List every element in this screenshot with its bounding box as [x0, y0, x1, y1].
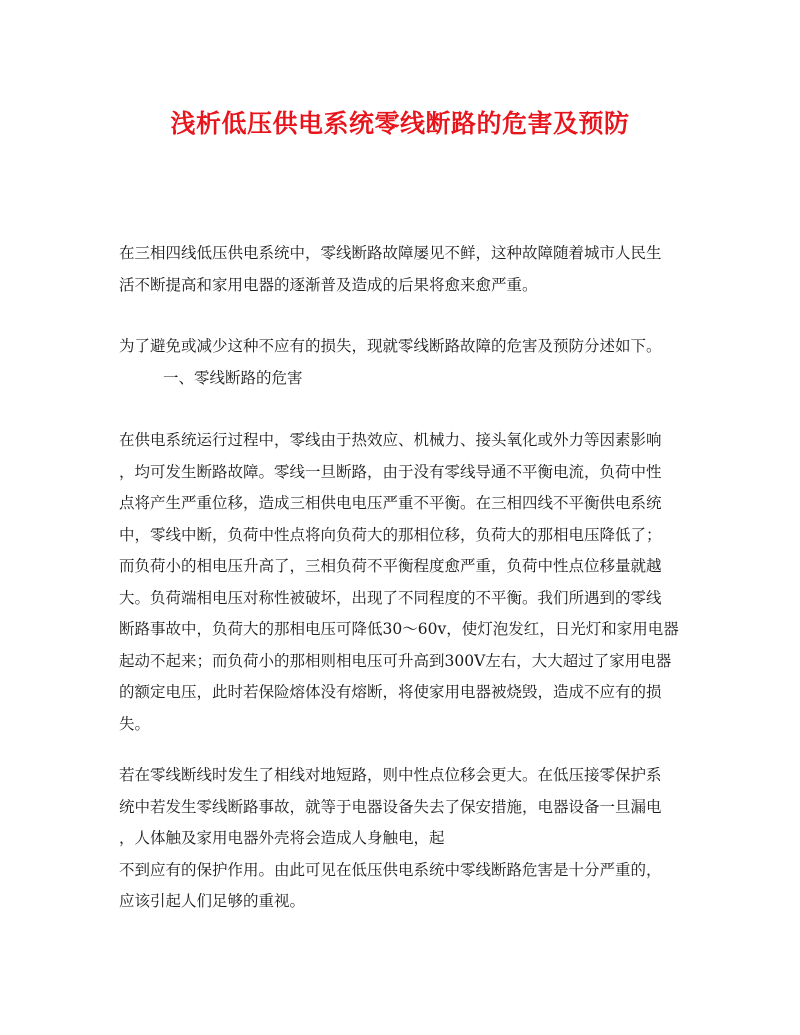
- text-line: 为了避免或减少这种不应有的损失，现就零线断路故障的危害及预防分述如下。: [119, 337, 662, 355]
- text-line: 应该引起人们足够的重视。: [119, 892, 306, 910]
- paragraph-short-circuit: [119, 760, 685, 918]
- section-heading: 一、零线断路的危害: [163, 368, 303, 387]
- text-line: 的额定电压，此时若保险熔体没有熔断，将使家用电器被烧毁，造成不应有的损: [119, 683, 662, 701]
- text-line: 统中若发生零线断路事故，就等于电器设备失去了保安措施，电器设备一旦漏电: [119, 797, 662, 816]
- text-line: 断路事故中，负荷大的那相电压可降低30～60v，使灯泡发红，日光灯和家用电器: [119, 620, 679, 638]
- text-line: 中，零线中断，负荷中性点将向负荷大的那相位移，负荷大的那相电压降低了；: [119, 525, 662, 544]
- text-line: 在三相四线低压供电系统中，零线断路故障屡见不鲜，这种故障随着城市人民生: [119, 244, 662, 262]
- document-title: 浅析低压供电系统零线断路的危害及预防: [170, 109, 630, 138]
- text-line: 若在零线断线时发生了相线对地短路，则中性点位移会更大。在低压接零保护系: [119, 766, 662, 784]
- text-line: ，均可发生断路故障。零线一旦断路，由于没有零线导通不平衡电流，负荷中性: [119, 462, 662, 481]
- paragraph-hazard-details: [119, 425, 685, 740]
- text-line: 失。: [119, 714, 151, 733]
- paragraph-intro: [119, 238, 685, 301]
- text-line: 而负荷小的相电压升高了，三相负荷不平衡程度愈严重，负荷中性点位移量就越: [119, 557, 662, 575]
- text-line: 点将产生严重位移，造成三相供电电压严重不平衡。在三相四线不平衡供电系统: [119, 494, 662, 512]
- text-line: 不到应有的保护作用。由此可见在低压供电系统中零线断路危害是十分严重的，: [119, 860, 662, 879]
- text-line: 大。负荷端相电压对称性被破坏，出现了不同程度的不平衡。我们所遇到的零线: [119, 588, 662, 607]
- text-line: ，人体触及家用电器外壳将会造成人身触电，起: [119, 829, 445, 847]
- paragraph-outline: [119, 331, 685, 394]
- text-line: 在供电系统运行过程中，零线由于热效应、机械力、接头氧化或外力等因素影响: [119, 431, 662, 449]
- text-line: 活不断提高和家用电器的逐渐普及造成的后果将愈来愈严重。: [119, 275, 538, 294]
- text-line: 起动不起来；而负荷小的那相则相电压可升高到300V左右，大大超过了家用电器: [119, 651, 672, 670]
